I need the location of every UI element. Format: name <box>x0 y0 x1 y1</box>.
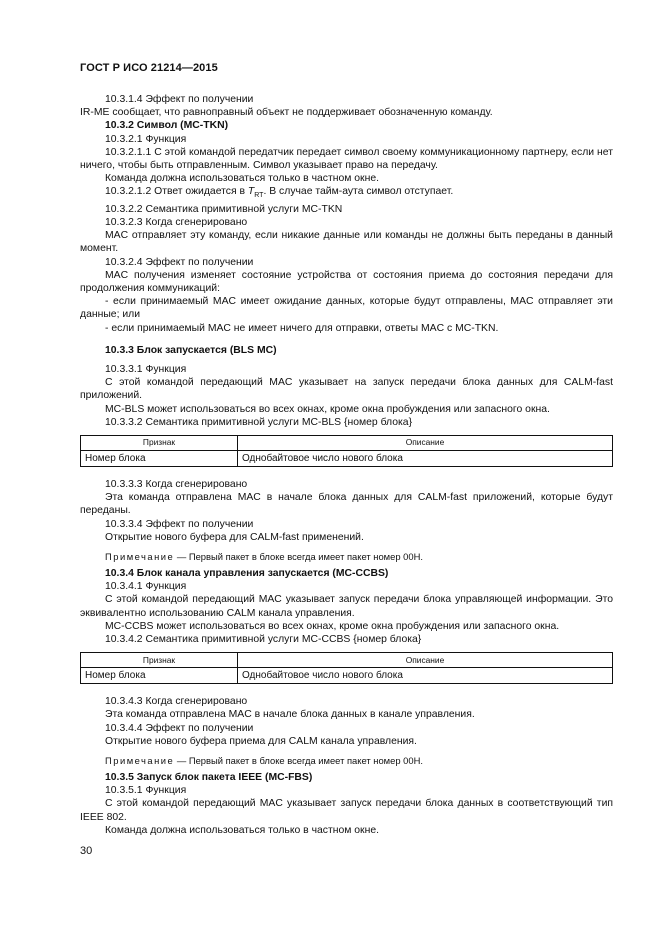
text-10-3-3-3: Эта команда отправлена MAC в начале блока данных для CALM-fast приложений, которые будут переданы. <box>80 492 613 517</box>
body-text <box>80 93 613 837</box>
heading-10-3-1-4: 10.3.1.4 Эффект по получении <box>105 94 254 105</box>
table-cell-attribute: Номер блока <box>81 450 238 466</box>
section-title-10-3-3: 10.3.3 Блок запускается (BLS MC) <box>105 344 277 356</box>
text-private-window: Команда должна использоваться только в частном окне. <box>105 173 379 185</box>
table-header-row <box>81 653 613 668</box>
bullet-item-1: - если принимаемый MAC имеет ожидание данных, которые будут отправлены, MAC отправляет эти данные; или <box>80 296 613 321</box>
table-mc-ccbs <box>80 652 613 684</box>
heading-10-3-3-2: 10.3.3.2 Семантика примитивной услуги MC-BLS {номер блока} <box>105 416 413 428</box>
table-col-header-description: Описание <box>238 653 613 668</box>
table-header-row <box>81 435 613 450</box>
text-10-3-1-4: IR-ME сообщает, что равноправный объект не поддерживает обозначенную команду. <box>80 107 493 119</box>
heading-10-3-3-1: 10.3.3.1 Функция <box>105 363 187 375</box>
text-10-3-2-1-1: 10.3.2.1.1 С этой командой передатчик передает символ своему коммуникационному партнеру, если нет ничего, чтобы быть отправленным. Символ указывает право на передачу. <box>80 146 613 172</box>
resp-subscript: RT <box>254 192 264 200</box>
heading-10-3-4-3: 10.3.4.3 Когда сгенерировано <box>105 696 248 708</box>
resp-after: . В случае тайм-аута символ отступает. <box>263 186 454 198</box>
section-title-10-3-5: 10.3.5 Запуск блок пакета IEEE (MC-FBS) <box>105 772 313 783</box>
table-mc-bls <box>80 435 613 467</box>
text-ccbs-usage: MC-CCBS может использоваться во всех окнах, кроме окна пробуждения или запасного окна. <box>105 620 560 632</box>
table-row <box>81 450 613 466</box>
section-title-10-3-4: 10.3.4 Блок канала управления запускается (MC-CCBS) <box>105 567 389 579</box>
note-text: — Первый пакет в блоке всегда имеет пакет номер 00H. <box>174 755 423 766</box>
heading-10-3-2-4: 10.3.2.4 Эффект по получении <box>105 256 254 268</box>
resp-before: 10.3.2.1.2 Ответ ожидается в <box>105 186 248 198</box>
heading-10-3-3-3: 10.3.3.3 Когда сгенерировано <box>105 478 248 490</box>
text-10-3-4-1: С этой командой передающий MAC указывает запуск передачи блока управляющей информации. Это эквивалентно использованию CALM канала управления. <box>80 594 613 619</box>
table-col-header-attribute: Признак <box>81 435 238 450</box>
bullet-item-2: - если принимаемый MAC не имеет ничего для отправки, ответы MAC с MC-TKN. <box>105 322 499 334</box>
heading-10-3-2-3: 10.3.2.3 Когда сгенерировано <box>105 216 248 228</box>
heading-10-3-4-1: 10.3.4.1 Функция <box>105 581 187 593</box>
table-col-header-attribute: Признак <box>81 653 238 668</box>
note-label: Примечание <box>105 550 175 562</box>
text-10-3-3-4: Открытие нового буфера для CALM-fast применений. <box>105 531 364 543</box>
section-title-10-3-2: 10.3.2 Символ (MC-TKN) <box>105 120 229 132</box>
table-col-header-description: Описание <box>238 435 613 450</box>
heading-10-3-3-4: 10.3.3.4 Эффект по получении <box>105 518 254 530</box>
text-10-3-5-1: С этой командой передающий MAC указывает запуск передачи блока данных в соответствующий тип IEEE 802. <box>80 798 613 823</box>
text-10-3-3-1: С этой командой передающий MAC указывает на запуск передачи блока данных для CALM-fast приложений. <box>80 377 613 402</box>
text-bls-usage: MC-BLS может использоваться во всех окнах, кроме окна пробуждения или запасного окна. <box>105 403 550 415</box>
text-10-3-2-1-2 <box>80 185 613 202</box>
note-text: — Первый пакет в блоке всегда имеет пакет номер 00H. <box>174 550 423 562</box>
note-10-3-3 <box>80 551 613 563</box>
resp-symbol: T <box>247 186 255 198</box>
heading-10-3-5-1: 10.3.5.1 Функция <box>105 785 187 797</box>
table-cell-description: Однобайтовое число нового блока <box>238 668 613 684</box>
text-10-3-2-3: MAC отправляет эту команду, если никакие данные или команды не должны быть переданы в данный момент. <box>80 230 613 255</box>
page-number: 30 <box>80 845 93 857</box>
heading-10-3-4-4: 10.3.4.4 Эффект по получении <box>105 722 254 734</box>
table-cell-attribute: Номер блока <box>81 668 238 684</box>
table-cell-description: Однобайтовое число нового блока <box>238 450 613 466</box>
text-10-3-2-4: MAC получения изменяет состояние устройства от состояния приема до состояния передачи для продолжения коммуникаций: <box>80 269 613 294</box>
heading-10-3-2-1: 10.3.2.1 Функция <box>105 133 187 145</box>
page-header-standard-id: ГОСТ Р ИСО 21214—2015 <box>80 62 218 74</box>
heading-10-3-4-2: 10.3.4.2 Семантика примитивной услуги MC-CCBS {номер блока} <box>105 633 422 645</box>
text-private-window-2: Команда должна использоваться только в частном окне. <box>105 824 379 836</box>
note-label: Примечание <box>105 755 175 766</box>
heading-10-3-2-2: 10.3.2.2 Семантика примитивной услуги MC-TKN <box>105 203 343 215</box>
text-10-3-4-4: Открытие нового буфера приема для CALM канала управления. <box>105 735 417 747</box>
text-10-3-4-3: Эта команда отправлена MAC в начале блока данных в канале управления. <box>105 709 475 721</box>
note-10-3-4 <box>80 755 613 767</box>
table-row <box>81 668 613 684</box>
